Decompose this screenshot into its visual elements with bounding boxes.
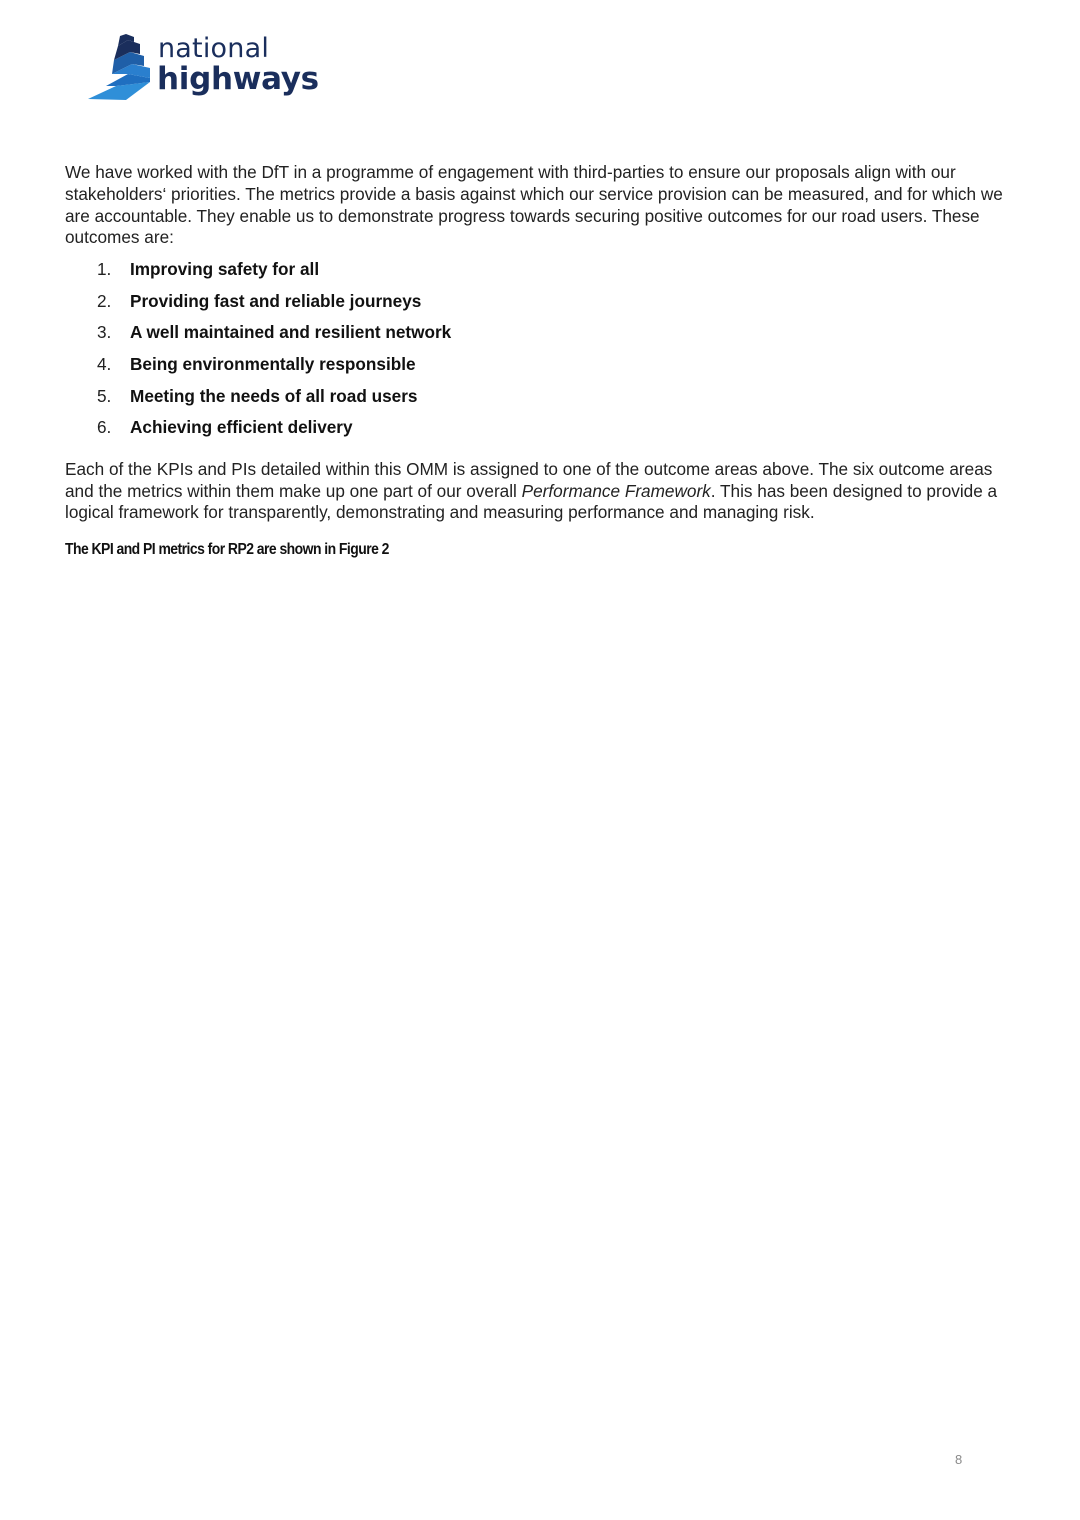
list-item-number: 3. — [97, 322, 112, 343]
list-item-label: Being environmentally responsible — [130, 353, 416, 374]
list-item-label: A well maintained and resilient network — [130, 322, 452, 343]
paragraph-text: Each of the KPIs and PIs detailed within this OMM is assigned to one of the outcome areas above. The six outcome areas and the metrics within them make up one part of our overall — [65, 458, 993, 501]
list-item-label: Meeting the needs of all road users — [130, 385, 418, 406]
page-number: 8 — [955, 1452, 963, 1467]
national-highways-logo — [88, 34, 318, 102]
list-item — [65, 258, 1020, 290]
outcome-areas-paragraph — [65, 459, 1020, 524]
list-item-number: 6. — [97, 417, 112, 438]
list-item-number: 2. — [97, 290, 112, 311]
list-item-number: 4. — [97, 353, 112, 374]
list-item-label: Improving safety for all — [130, 259, 320, 280]
list-item — [65, 385, 1020, 417]
document-body — [65, 162, 1020, 559]
list-item-number: 5. — [97, 385, 112, 406]
logo-text-highways: highways — [157, 61, 319, 97]
list-item-label: Achieving efficient delivery — [130, 417, 353, 438]
logo-mark-icon — [88, 34, 154, 102]
intro-paragraph: We have worked with the DfT in a programme of engagement with third-parties to ensure our proposals align with our stakeholders‘ priorities. The metrics provide a basis against which our service provision can be measured, and for which we are accountable. They enable us to demonstrate progress towards securing positive outcomes for our road users. These outcomes are: — [65, 162, 1003, 248]
figure-reference-caption: The KPI and PI metrics for RP2 are shown in Figure 2 — [65, 541, 389, 559]
paragraph-text: . This has been designed to provide a logical framework for transparently, demonstrating and measuring performance and managing risk. — [65, 480, 998, 523]
list-item — [65, 290, 1020, 322]
performance-framework-term: Performance Framework — [521, 480, 711, 501]
outcomes-list — [65, 258, 1020, 448]
list-item-number: 1. — [97, 259, 112, 280]
list-item-label: Providing fast and reliable journeys — [130, 290, 422, 311]
list-item — [65, 353, 1020, 385]
list-item — [65, 416, 1020, 448]
logo-text-national: national — [158, 33, 270, 64]
list-item — [65, 321, 1020, 353]
